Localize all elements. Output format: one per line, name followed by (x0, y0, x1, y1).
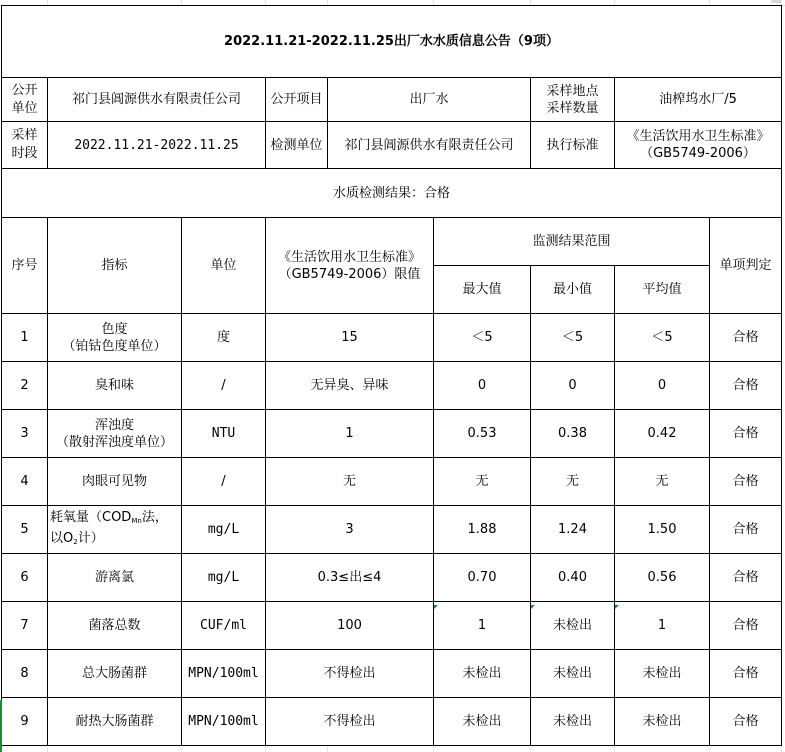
table-row (2, 602, 782, 650)
row-indicator[interactable]: 浑浊度 （散射浑浊度单位） (48, 410, 182, 458)
row-max[interactable]: 未检出 (434, 650, 531, 698)
row-unit[interactable]: MPN/100ml (182, 650, 266, 698)
row-no[interactable]: 8 (2, 650, 48, 698)
water-quality-sheet (1, 5, 782, 746)
row-unit[interactable]: mg/L (182, 506, 266, 554)
row-min[interactable]: 0.38 (531, 410, 615, 458)
row-limit[interactable]: 无 (266, 458, 434, 506)
row-limit[interactable]: 不得检出 (266, 650, 434, 698)
header-verdict[interactable]: 单项判定 (710, 218, 782, 314)
cell-warning-marker (531, 605, 535, 609)
row-limit[interactable]: 1 (266, 410, 434, 458)
standard-label[interactable]: 执行标准 (531, 122, 615, 169)
row-no[interactable]: 4 (2, 458, 48, 506)
row-max[interactable]: 0.53 (434, 410, 531, 458)
row-avg[interactable]: 0.42 (615, 410, 710, 458)
row-min[interactable]: 无 (531, 458, 615, 506)
table-row (2, 362, 782, 410)
row-no[interactable]: 9 (2, 698, 48, 746)
row-min[interactable]: 未检出 (531, 698, 615, 746)
public-unit-value[interactable]: 祁门县阊源供水有限责任公司 (48, 78, 266, 122)
row-selection-indicator (0, 700, 2, 752)
cell-warning-marker (615, 605, 619, 609)
row-limit[interactable]: 无异臭、异味 (266, 362, 434, 410)
row-unit[interactable]: CUF/ml (182, 602, 266, 650)
header-min[interactable]: 最小值 (531, 266, 615, 314)
header-avg[interactable]: 平均值 (615, 266, 710, 314)
cell-warning-marker (434, 605, 438, 609)
row-avg[interactable]: 未检出 (615, 650, 710, 698)
header-limit[interactable]: 《生活饮用水卫生标准》 （GB5749-2006）限值 (266, 218, 434, 314)
period-value[interactable]: 2022.11.21-2022.11.25 (48, 122, 266, 169)
period-label[interactable]: 采样时段 (2, 122, 48, 169)
sample-point-label[interactable]: 采样地点 采样数量 (531, 78, 615, 122)
row-unit[interactable]: / (182, 362, 266, 410)
result-summary[interactable]: 水质检测结果：合格 (2, 169, 782, 218)
row-max[interactable]: 0 (434, 362, 531, 410)
table-row (2, 506, 782, 554)
row-avg[interactable]: ＜5 (615, 314, 710, 362)
test-unit-label[interactable]: 检测单位 (266, 122, 328, 169)
row-verdict[interactable]: 合格 (710, 698, 782, 746)
row-max[interactable]: 0.70 (434, 554, 531, 602)
header-unit[interactable]: 单位 (182, 218, 266, 314)
row-verdict[interactable]: 合格 (710, 602, 782, 650)
table-row (2, 698, 782, 746)
header-indicator[interactable]: 指标 (48, 218, 182, 314)
column-marker (771, 0, 781, 3)
row-avg[interactable]: 未检出 (615, 698, 710, 746)
row-indicator[interactable]: 总大肠菌群 (48, 650, 182, 698)
row-min[interactable]: 1.24 (531, 506, 615, 554)
row-verdict[interactable]: 合格 (710, 458, 782, 506)
row-indicator[interactable]: 臭和味 (48, 362, 182, 410)
row-avg[interactable]: 1 (615, 602, 710, 650)
page-title[interactable]: 2022.11.21-2022.11.25出厂水水质信息公告（9项） (2, 6, 782, 78)
row-indicator[interactable]: 耐热大肠菌群 (48, 698, 182, 746)
row-max[interactable]: 未检出 (434, 698, 531, 746)
row-limit[interactable]: 3 (266, 506, 434, 554)
row-limit[interactable]: 15 (266, 314, 434, 362)
row-avg[interactable]: 无 (615, 458, 710, 506)
row-max[interactable]: 无 (434, 458, 531, 506)
row-min[interactable]: 未检出 (531, 650, 615, 698)
sample-point-value[interactable]: 油榨坞水厂/5 (615, 78, 782, 122)
row-verdict[interactable]: 合格 (710, 410, 782, 458)
row-min[interactable]: ＜5 (531, 314, 615, 362)
table-row (2, 554, 782, 602)
row-unit[interactable]: MPN/100ml (182, 698, 266, 746)
row-avg[interactable]: 0 (615, 362, 710, 410)
row-indicator[interactable]: 耗氧量（$COD_{Mn}$法，以$O_2$计） (48, 506, 182, 554)
row-max[interactable]: 1.88 (434, 506, 531, 554)
row-no[interactable]: 2 (2, 362, 48, 410)
row-no[interactable]: 6 (2, 554, 48, 602)
row-max[interactable]: 1 (434, 602, 531, 650)
row-max[interactable]: ＜5 (434, 314, 531, 362)
public-unit-label[interactable]: 公开单位 (2, 78, 48, 122)
row-indicator[interactable]: 菌落总数 (48, 602, 182, 650)
row-limit[interactable]: 100 (266, 602, 434, 650)
row-verdict[interactable]: 合格 (710, 314, 782, 362)
row-unit[interactable]: / (182, 458, 266, 506)
row-no[interactable]: 1 (2, 314, 48, 362)
public-item-label[interactable]: 公开项目 (266, 78, 328, 122)
header-range[interactable]: 监测结果范围 (434, 218, 710, 266)
row-unit[interactable]: 度 (182, 314, 266, 362)
table-row (2, 650, 782, 698)
row-indicator[interactable]: 游离氯 (48, 554, 182, 602)
row-min[interactable]: 未检出 (531, 602, 615, 650)
row-limit[interactable]: 0.3≤出≤4 (266, 554, 434, 602)
row-verdict[interactable]: 合格 (710, 650, 782, 698)
row-indicator[interactable]: 色度 （铂钴色度单位） (48, 314, 182, 362)
public-item-value[interactable]: 出厂水 (328, 78, 531, 122)
header-no[interactable]: 序号 (2, 218, 48, 314)
row-unit[interactable]: mg/L (182, 554, 266, 602)
row-indicator[interactable]: 肉眼可见物 (48, 458, 182, 506)
row-verdict[interactable]: 合格 (710, 506, 782, 554)
row-limit[interactable]: 不得检出 (266, 698, 434, 746)
row-verdict[interactable]: 合格 (710, 554, 782, 602)
row-no[interactable]: 7 (2, 602, 48, 650)
test-unit-value[interactable]: 祁门县阊源供水有限责任公司 (328, 122, 531, 169)
row-no[interactable]: 3 (2, 410, 48, 458)
table-row (2, 458, 782, 506)
row-verdict[interactable]: 合格 (710, 362, 782, 410)
standard-value[interactable]: 《生活饮用水卫生标准》 （GB5749-2006） (615, 122, 782, 169)
row-unit[interactable]: NTU (182, 410, 266, 458)
header-max[interactable]: 最大值 (434, 266, 531, 314)
table-row (2, 314, 782, 362)
row-no[interactable]: 5 (2, 506, 48, 554)
row-min[interactable]: 0 (531, 362, 615, 410)
row-avg[interactable]: 1.50 (615, 506, 710, 554)
row-min[interactable]: 0.40 (531, 554, 615, 602)
row-avg[interactable]: 0.56 (615, 554, 710, 602)
table-row (2, 410, 782, 458)
